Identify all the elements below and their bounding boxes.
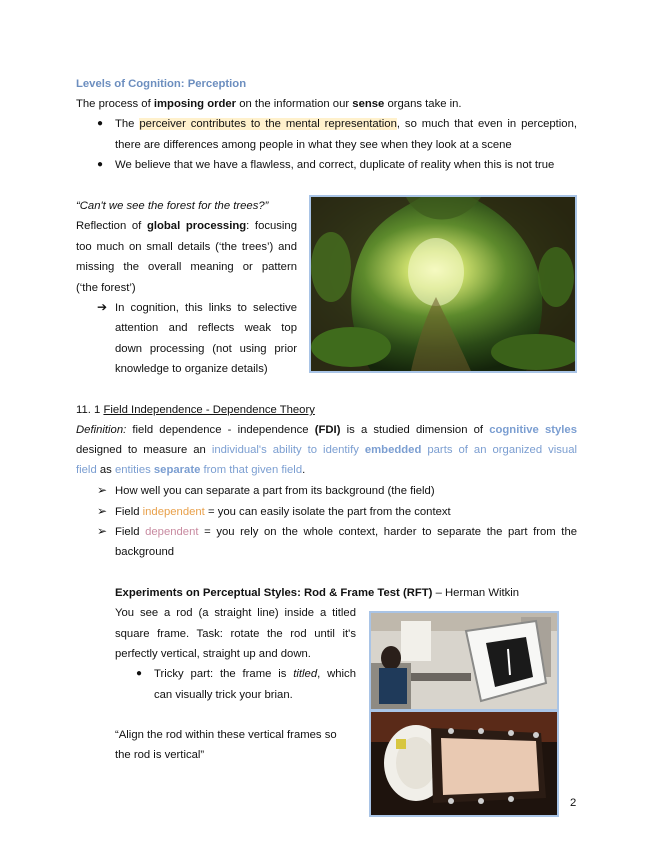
definition-line2: designed to measure an individual's ability to identify embedded parts of an organized visual bbox=[76, 444, 577, 456]
forest-quote: “Can't we see the forest for the trees?” bbox=[76, 200, 269, 212]
reflection-line3: missing the overall meaning or pattern bbox=[76, 261, 297, 273]
bullet-dot: ● bbox=[97, 118, 104, 129]
reflection-line4: (‘the forest’) bbox=[76, 282, 136, 294]
bullet-dot: ● bbox=[97, 159, 104, 170]
arrowhead-icon: ➢ bbox=[97, 504, 108, 518]
arrow-icon: ➔ bbox=[97, 300, 108, 314]
bullet-flawless: We believe that we have a flawless, and correct, duplicate of reality when this is not true bbox=[115, 159, 555, 171]
fdi-bullet-independent: Field independent = you can easily isolate the part from the context bbox=[115, 506, 451, 518]
rft-line2: square frame. Task: rotate the rod until it's bbox=[115, 628, 356, 640]
section-title-fdi: 11. 1 Field Independence - Dependence Theory bbox=[76, 404, 315, 416]
tricky-line2: can visually trick your brian. bbox=[154, 689, 293, 701]
fdi-bullet-dependent-line2: background bbox=[115, 546, 175, 558]
arrow-line1: In cognition, this links to selective bbox=[115, 302, 297, 314]
rft-quote-line2: the rod is vertical” bbox=[115, 749, 205, 761]
bullet-dot: ● bbox=[136, 668, 143, 679]
perception-intro: The process of imposing order on the information our sense organs take in. bbox=[76, 98, 462, 110]
arrow-line4: knowledge to organize details) bbox=[115, 363, 268, 375]
arrowhead-icon: ➢ bbox=[97, 524, 108, 538]
reflection-line1: Reflection of global processing: focusing bbox=[76, 220, 298, 232]
arrowhead-icon: ➢ bbox=[97, 483, 108, 497]
forest-illustration bbox=[311, 197, 575, 371]
definition-line3: field as entities separate from that given field. bbox=[76, 464, 306, 476]
tricky-line1: Tricky part: the frame is titled, which bbox=[154, 668, 356, 680]
rft-line1: You see a rod (a straight line) inside a titled bbox=[115, 607, 356, 619]
forest-tunnel-image bbox=[309, 195, 577, 373]
fdi-bullet-dependent-line1: Field dependent = you rely on the whole context, harder to separate the part from the bbox=[115, 526, 578, 538]
bullet-perceiver-line1: The perceiver contributes to the mental representation, so much that even in perception, bbox=[115, 118, 578, 130]
reflection-line2: too much on small details (‘the trees’) and bbox=[76, 241, 297, 253]
definition-line1: Definition: field dependence - independence (FDI) is a studied dimension of cognitive styles bbox=[76, 424, 578, 436]
rft-quote-line1: “Align the rod within these vertical frames so bbox=[115, 729, 337, 741]
arrow-line2: attention and reflects weak top bbox=[115, 322, 297, 334]
page-number: 2 bbox=[570, 797, 577, 809]
rod-frame-test-photos bbox=[369, 611, 559, 817]
section-heading-perception: Levels of Cognition: Perception bbox=[76, 78, 247, 90]
arrow-line3: down processing (not using prior bbox=[115, 343, 297, 355]
rft-illustration bbox=[371, 613, 557, 815]
experiments-heading: Experiments on Perceptual Styles: Rod & Frame Test (RFT) – Herman Witkin bbox=[115, 587, 520, 599]
bullet-perceiver-line2: there are differences among people in what they see when they look at a scene bbox=[115, 139, 512, 151]
fdi-bullet-separate: How well you can separate a part from its background (the field) bbox=[115, 485, 435, 497]
rft-line3: perfectly vertical, straight up and down. bbox=[115, 648, 311, 660]
